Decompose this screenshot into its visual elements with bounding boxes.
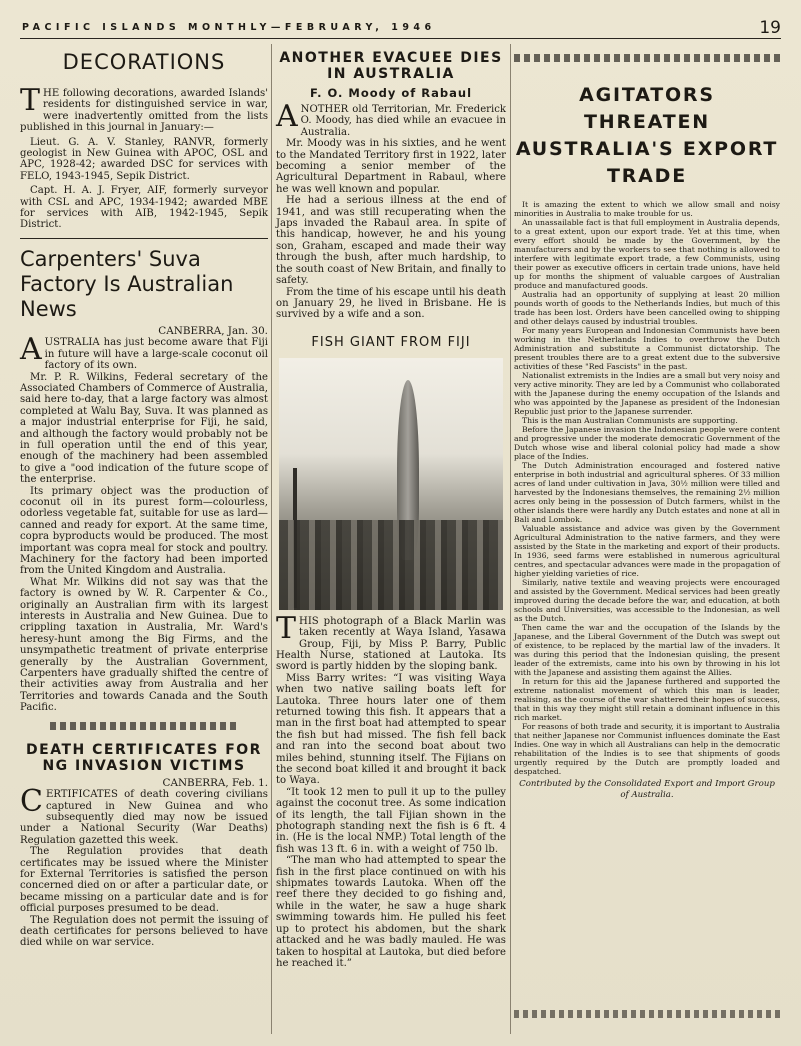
fish-paragraph-1: HIS photograph of a Black Marlin was taken recently at Waya Island, Yasawa Group, Fiji, by Miss P. Barry, Public Health Nurse, stationed at Lautoka. Its sword is partly hidden by the sloping bank.	[276, 615, 506, 673]
fish-giant-heading: FISH GIANT FROM FIJI	[311, 334, 471, 350]
death-paragraph-2: The Regulation provides that death certificates may be issued where the Minister for External Territories is satisfied the person concerned died on or after a particular date, or became missing on a particular date and is for official purposes presumed to be dead.	[20, 846, 268, 915]
death-paragraph-1: ERTIFICATES of death covering civilians captured in New Guinea and who subsequently died may now be issued under a National Security (War Deaths) Regulation gazetted this week.	[20, 789, 268, 846]
fish-paragraph-3: “It took 12 men to pull it up to the pulley against the coconut tree. As some indication of its length, the tall Fijian shown in the photograph standing next the fish is 6 ft. 4 in. (He is the local NMP.) Total length of the fish was 13 ft. 6 in. with a weight of 750 lb.	[276, 786, 506, 855]
decorations-intro: HE following decorations, awarded Islands' residents for distinguished service in war, were inadvertently omitted from the lists published in this journal in January:—	[20, 88, 268, 134]
death-certificates-body	[20, 778, 268, 949]
decorations-entry-1: Lieut. G. A. V. Stanley, RANVR, formerly geologist in New Guinea with APOC, OSL and APC, 1928-42; awarded DSC for services with FELO, 1943-1945, Sepik District.	[20, 136, 268, 182]
agitators-paragraph: Nationalist extremists in the Indies are a small but very noisy and very active minority. They are led by a Communist who collaborated with the Japanese during the enemy occupation of the Islands and who was appointed by the Japanese as president of the Indonesian Republic just prior to the Japanese surrender.	[514, 371, 780, 416]
fish-body	[276, 610, 506, 970]
page-number: 19	[759, 18, 781, 38]
agitators-paragraph: The Dutch Administration encouraged and fostered native enterprise in both industrial and agricultural spheres. Of 33 million acres of land under cultivation in Java, 30½ million were tilled and harvested by the Indonesians themselves, the remaining 2½ million acres only being in the possession of Dutch farmers, whilst in the other islands there were hardly any Dutch estates and none at all in Bali and Lombok.	[514, 461, 780, 524]
black-marlin-photo	[279, 358, 503, 610]
evacuee-drop-letter: A	[276, 99, 298, 134]
column-2	[276, 44, 506, 969]
death-paragraph-3: The Regulation does not permit the issuing of death certificates for persons believed to have died while on war service.	[20, 914, 268, 949]
agitators-paragraph: This is the man Australian Communists are supporting.	[522, 416, 738, 425]
fish-drop-letter: T	[276, 610, 297, 646]
evacuee-paragraph-4: From the time of his escape until his death on January 29, he lived in Brisbane. He is survived by a wife and a son.	[276, 286, 506, 321]
column-3	[514, 44, 780, 801]
agitators-paragraph: Before the Japanese invasion the Indonesian people were content and progressive under the moderate democratic Government of the Dutch whose wise and liberal colonial policy had made a show place of the Indies.	[514, 425, 780, 461]
section-divider	[20, 238, 268, 239]
suva-factory-heading: Carpenters' Suva Factory Is Australian News	[20, 246, 234, 321]
ornamental-band-top	[514, 54, 780, 62]
suva-paragraph-2: Mr. P. R. Wilkins, Federal secretary of the Associated Chambers of Commerce of Australia, said here to-day, that a large factory was almost completed at Walu Bay, Suva. It was planned as a major industrial enterprise for Fiji, he said, and although the factory would probably not be in full operation until the end of this year, enough of the machinery had been assembled to give a "ood indication of the future scope of the enterprise.	[20, 371, 268, 486]
decorations-body	[20, 83, 268, 231]
decorations-entry-2: Capt. H. A. J. Fryer, AIF, formerly surveyor with CSL and APC, 1934-1942; awarded MBE for services with AIB, 1942-1945, Sepik District.	[20, 185, 268, 231]
evacuee-subhead: F. O. Moody of Rabaul	[309, 86, 473, 100]
agitators-paragraph: Australia had an opportunity of supplying at least 20 million pounds worth of goods to the Netherlands Indies, but much of this trade has been lost. Orders have been cancelled owing to shipping and other delays caused by industrial troubles.	[514, 290, 780, 326]
suva-dateline: CANBERRA, Jan. 30.	[158, 324, 268, 337]
suva-factory-body	[20, 326, 268, 714]
agitators-body	[514, 200, 780, 801]
decorations-drop-letter: T	[20, 83, 41, 118]
running-head: PACIFIC ISLANDS MONTHLY—FEBRUARY, 1946	[22, 22, 436, 33]
agitators-paragraph: Similarly, native textile and weaving projects were encouraged and assisted by the Government. Medical services had been greatly improved during the decade before the war, and education, at both schools and Universities, was accessible to the Indonesian, as well as the Dutch.	[514, 578, 780, 623]
suva-drop-letter: A	[20, 332, 42, 368]
agitators-credit: Contributed by the Consolidated Export and Import Group of Australia.	[519, 779, 775, 800]
agitators-paragraph: Valuable assistance and advice was given by the Government Agricultural Administration to the native farmers, and they were assisted by the State in the marketing and export of their products. In 1936, seed farms were established in numerous agricultural centres, and spectacular advances were made in the propagation of higher yielding varieties of rice.	[514, 524, 780, 578]
evacuee-paragraph-3: He had a serious illness at the end of 1941, and was still recuperating when the Japs invaded the Rabaul area. In spite of this handicap, however, he and his young son, Graham, escaped and made their way through the bush, after much hardship, to the south coast of New Britain, and finally to safety.	[276, 195, 506, 287]
death-certificates-heading: DEATH CERTIFICATES FOR NG INVASION VICTIMS	[26, 741, 262, 774]
suva-paragraph-4: What Mr. Wilkins did not say was that the factory is owned by W. R. Carpenter & Co., originally an Australian firm with its largest interests in Australia and New Guinea. Due to crippling taxation in Australia, Mr. Ward's heresy-hunt among the Big Firms, and the unsympathetic treatment of private enterprise generally by the Australian Government, Carpenters have gradually shifted the centre of their activities away from Australia and her Territories and towards Canada and the South Pacific.	[20, 576, 268, 714]
agitators-paragraph: For many years European and Indonesian Communists have been working in the Netherlands Indies to overthrow the Dutch Administration and substitute a Communist dictatorship. The present troubles there are to a great extent due to the subversive activities of these "Red Fascists" in the past.	[514, 326, 780, 371]
agitators-paragraph: It is amazing the extent to which we allow small and noisy minorities in Australia to make trouble for us.	[514, 200, 780, 218]
column-rule-1	[271, 44, 272, 1034]
evacuee-body	[276, 99, 506, 321]
agitators-paragraph: For reasons of both trade and security, it is important to Australia that neither Japanese nor Communist influences dominate the East Indies. One way in which all Australians can help in the democratic rehabilitation of the Indies is to see that shipments of goods urgently required by the Dutch are promptly loaded and despatched.	[514, 722, 780, 776]
suva-paragraph-3: Its primary object was the production of coconut oil in its purest form—colourless, odorless vegetable fat, suitable for use as lard—canned and ready for export. At the same time, copra byproducts would be produced. The most important was copra meal for stock and poultry. Machinery for the factory had been imported from the United Kingdom and Australia.	[20, 485, 268, 577]
decorations-heading: DECORATIONS	[62, 50, 226, 74]
fish-paragraph-2: Miss Barry writes: “I was visiting Waya when two native sailing boats left for Lautoka. Three hours later one of them returned towing this fish. It appears that a man in the first boat had attempted to spear the fish but had missed. The fish fell back and ran into the second boat about two miles behind, stunning itself. The Fijians on the second boat killed it and brought it back to Waya.	[276, 672, 506, 787]
agitators-paragraph: In return for this aid the Japanese furthered and supported the extreme nationalist movement of which this man is leader, realising, as the course of the war shattered their hopes of success, that in this way they might still retain a dominant influence in this rich market.	[514, 677, 780, 722]
ornamental-band-bottom	[514, 1010, 780, 1018]
photo-crowd	[279, 520, 503, 610]
column-rule-2	[510, 44, 511, 1034]
fish-paragraph-4: “The man who had attempted to spear the fish in the first place continued on with his shipmates towards Lautoka. When off the reef there they decided to go fishing and, while in the water, he saw a huge shark swimming towards him. He pulled his feet up to protect his abdomen, but the shark attacked and he was badly mauled. He was taken to hospital at Lautoka, but died before he reached it.”	[276, 855, 506, 969]
column-1	[20, 44, 268, 949]
agitators-heading: AGITATORS THREATEN AUSTRALIA'S EXPORT TRADE	[515, 84, 779, 187]
agitators-paragraph: Then came the war and the occupation of the Islands by the Japanese, and the Liberal Government of the Dutch was swept out of existence, to be replaced by the martial law of the invaders. It was during this period that the Indonesian quisling, the present leader of the extremists, came into his own by throwing in his lot with the Japanese and assisting them against the Allies.	[514, 623, 780, 677]
evacuee-heading: ANOTHER EVACUEE DIES IN AUSTRALIA	[279, 50, 503, 82]
suva-paragraph-1: USTRALIA has just become aware that Fiji in future will have a large-scale coconut oil factory of its own.	[44, 337, 268, 372]
evacuee-paragraph-1: NOTHER old Territorian, Mr. Frederick O. Moody, has died while an evacuee in Australia.	[300, 104, 506, 138]
death-drop-letter: C	[20, 784, 43, 820]
ornamental-band	[50, 722, 238, 730]
evacuee-paragraph-2: Mr. Moody was in his sixties, and he went to the Mandated Territory first in 1922, later becoming a senior member of the Agricultural Department in Rabaul, where he was well known and popular.	[276, 138, 506, 195]
death-dateline: CANBERRA, Feb. 1.	[162, 776, 268, 789]
top-rule	[20, 38, 781, 39]
agitators-paragraph: An unassailable fact is that full employment in Australia depends, to a great extent, upon our export trade. Yet at this time, when every effort should be made by the Government, by the manufacturers and by the workers to see that nothing is allowed to interfere with legitimate export trade, a few Communists, using their power as executive officers in certain trade unions, have held up for months the shipment of valuable cargoes of Australian produce and manufactured goods.	[514, 218, 780, 290]
